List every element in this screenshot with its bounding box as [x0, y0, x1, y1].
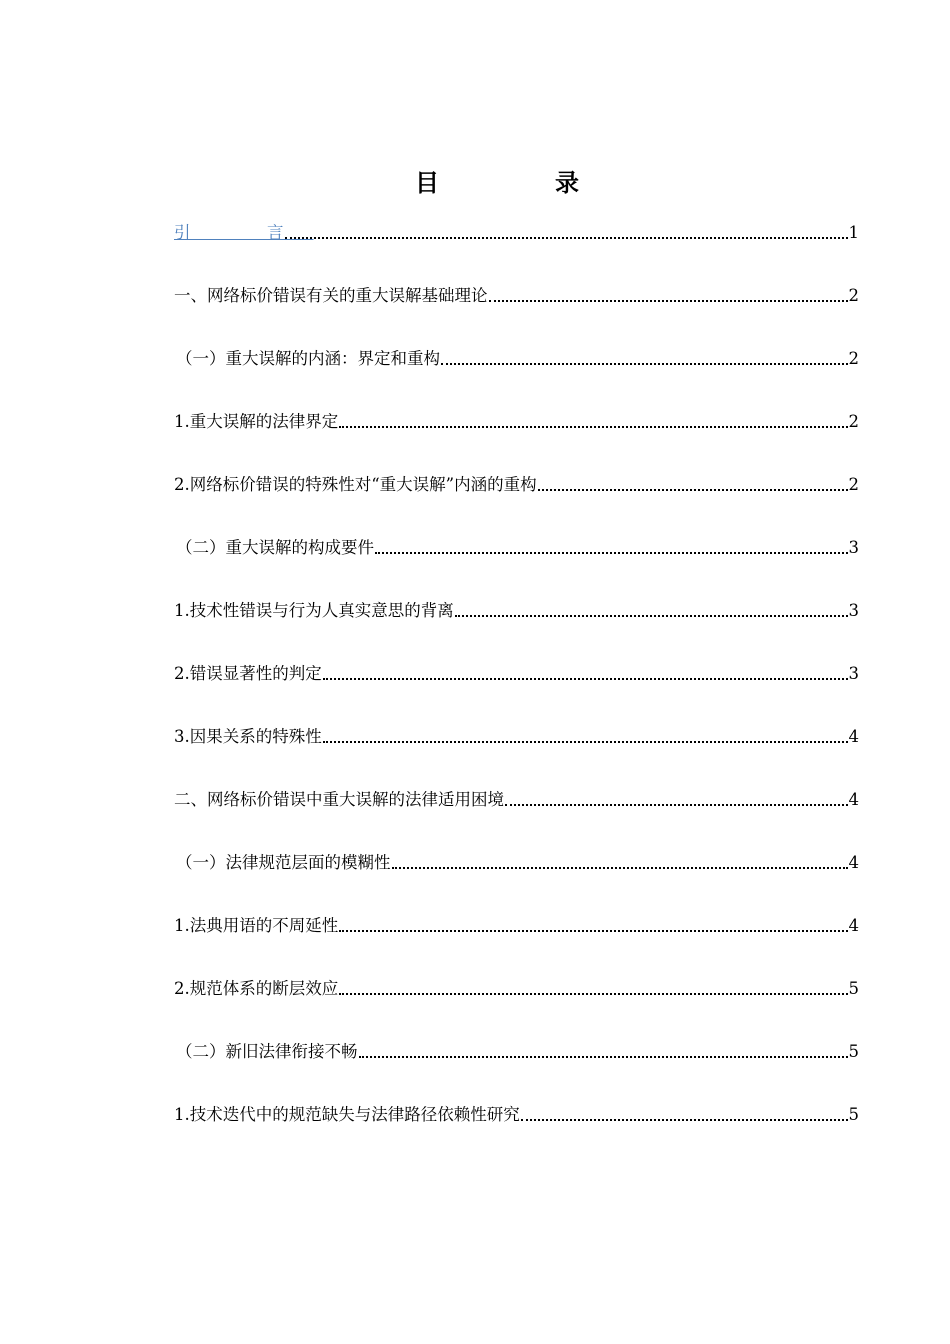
toc-entry-subsection-1-1-2[interactable] [174, 470, 859, 533]
toc-page-number: 4 [848, 853, 859, 872]
toc-dot-leader [375, 552, 848, 554]
toc-page-number: 2 [848, 412, 859, 431]
toc-entry-intro[interactable] [174, 218, 859, 281]
toc-dot-leader [521, 1119, 848, 1121]
toc-entry-subsection-1-2-1[interactable] [174, 596, 859, 659]
toc-dot-leader [489, 300, 848, 302]
toc-entry-section-2-2[interactable] [174, 1037, 859, 1100]
toc-title: 目 录 [415, 169, 625, 197]
toc-page-number: 5 [848, 1042, 859, 1061]
toc-dot-leader [323, 678, 848, 680]
toc-entry-subsection-1-2-3[interactable] [174, 722, 859, 785]
toc-entry-text: （二）新旧法律衔接不畅 [176, 1042, 358, 1061]
toc-entry-section-1-2[interactable] [174, 533, 859, 596]
toc-entry-text: 1.技术性错误与行为人真实意思的背离 [174, 601, 454, 620]
toc-entry-subsection-2-2-1[interactable] [174, 1100, 859, 1163]
toc-dot-leader [359, 1056, 848, 1058]
toc-page-number: 5 [848, 979, 859, 998]
toc-entry-text[interactable]: 引 言 [174, 223, 314, 242]
toc-dot-leader [339, 993, 847, 995]
toc-page-number: 4 [848, 790, 859, 809]
toc-page-number: 3 [848, 538, 859, 557]
toc-page-number: 2 [848, 475, 859, 494]
toc-page-number: 5 [848, 1105, 859, 1124]
toc-entry-text: （二）重大误解的构成要件 [176, 538, 374, 557]
toc-page-number: 4 [848, 727, 859, 746]
toc-entry-text: 2.错误显著性的判定 [174, 664, 322, 683]
toc-entry-chapter-1[interactable] [174, 281, 859, 344]
toc-dot-leader [441, 363, 848, 365]
toc-entry-text: 二、网络标价错误中重大误解的法律适用困境 [174, 790, 504, 809]
toc-dot-leader [339, 930, 847, 932]
toc-entry-section-1-1[interactable] [174, 344, 859, 407]
toc-dot-leader [392, 867, 848, 869]
toc-dot-leader [323, 741, 848, 743]
toc-page-number: 2 [848, 349, 859, 368]
toc-entry-subsection-2-1-2[interactable] [174, 974, 859, 1037]
toc-list [174, 218, 859, 1163]
toc-entry-chapter-2[interactable] [174, 785, 859, 848]
toc-dot-leader [455, 615, 848, 617]
toc-entry-text: 一、网络标价错误有关的重大误解基础理论 [174, 286, 488, 305]
toc-page-number: 1 [848, 223, 859, 242]
toc-entry-text: 1.法典用语的不周延性 [174, 916, 339, 935]
toc-page-number: 3 [848, 664, 859, 683]
toc-dot-leader [339, 426, 847, 428]
toc-entry-text: （一）重大误解的内涵：界定和重构 [176, 349, 440, 368]
toc-dot-leader [285, 237, 848, 239]
toc-page-number: 4 [848, 916, 859, 935]
toc-entry-text: （一）法律规范层面的模糊性 [176, 853, 391, 872]
toc-entry-section-2-1[interactable] [174, 848, 859, 911]
toc-entry-text: 2.网络标价错误的特殊性对“重大误解”内涵的重构 [174, 475, 537, 494]
toc-entry-text: 2.规范体系的断层效应 [174, 979, 339, 998]
toc-page-number: 3 [848, 601, 859, 620]
toc-entry-text: 1.技术迭代中的规范缺失与法律路径依赖性研究 [174, 1105, 520, 1124]
toc-page-number: 2 [848, 286, 859, 305]
toc-entry-text: 1.重大误解的法律界定 [174, 412, 339, 431]
toc-dot-leader [538, 489, 848, 491]
toc-entry-subsection-1-2-2[interactable] [174, 659, 859, 722]
toc-entry-subsection-1-1-1[interactable] [174, 407, 859, 470]
toc-entry-text: 3.因果关系的特殊性 [174, 727, 322, 746]
toc-dot-leader [505, 804, 848, 806]
toc-entry-subsection-2-1-1[interactable] [174, 911, 859, 974]
